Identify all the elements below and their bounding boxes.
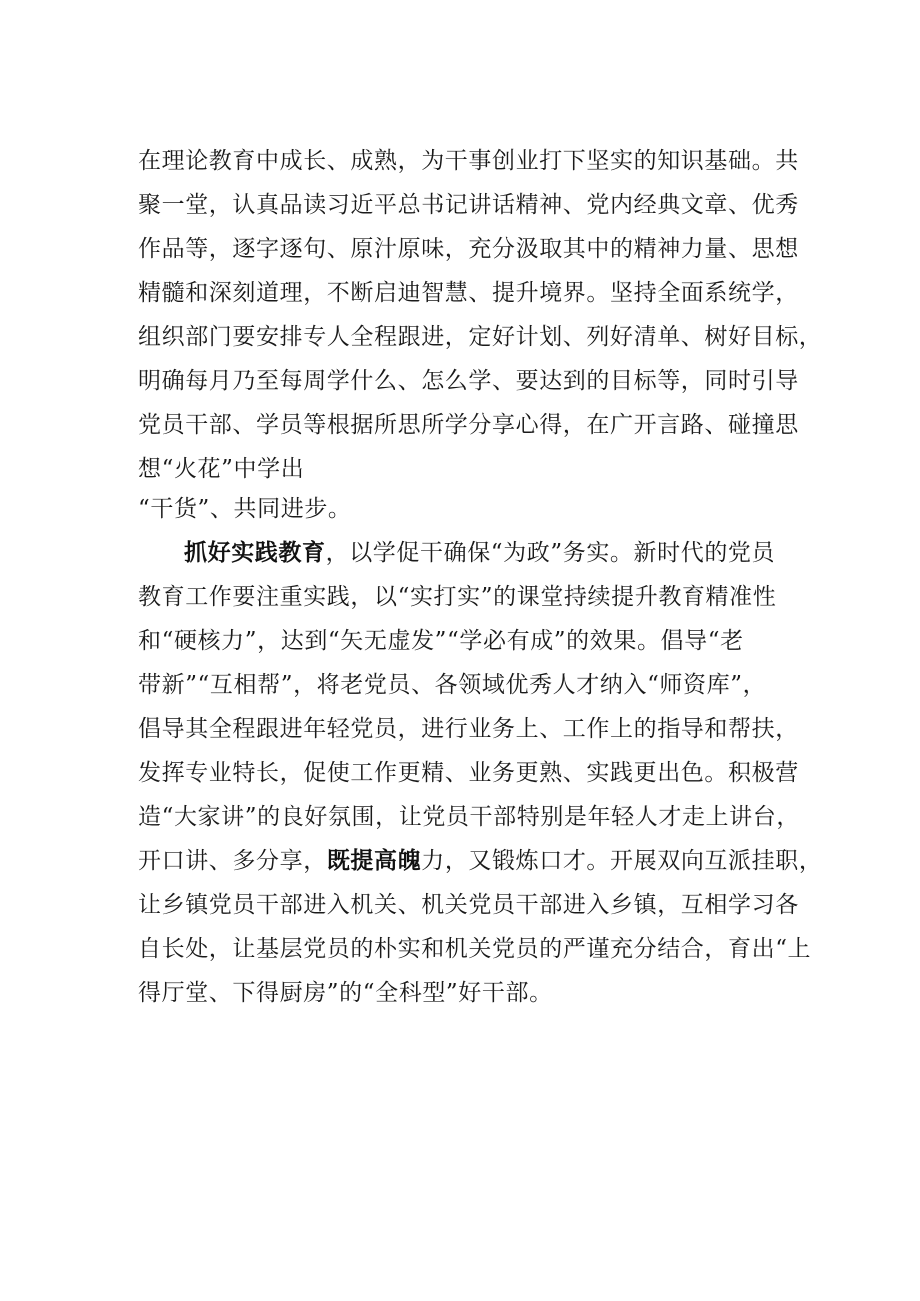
text-line-11: 教育工作要注重实践，以“实打实”的课堂持续提升教育精准性	[138, 584, 777, 610]
text-line-2: 聚一堂，认真品读习近平总书记讲话精神、党内经典文章、优秀	[138, 192, 799, 218]
text-line-13: 带新”“互相帮”，将老党员、各领域优秀人才纳入“师资库”，	[138, 672, 767, 698]
paragraph-heading: 抓好实践教育	[184, 540, 326, 566]
text-line-12: 和“硬核力”，达到“矢无虚发”“学必有成”的效果。倡导“老	[138, 628, 744, 654]
text-line-8: 想“火花”中学出	[138, 456, 305, 482]
text-line-6: 明确每月乃至每周学什么、怎么学、要达到的目标等，同时引导	[138, 368, 799, 394]
text-line-7: 党员干部、学员等根据所思所学分享心得，在广开言路、碰撞思	[138, 412, 799, 438]
text-line-18: 让乡镇党员干部进入机关、机关党员干部进入乡镇，互相学习各	[138, 892, 799, 918]
paragraph-heading-rest: ，以学促干确保“为政”务实。新时代的党员	[325, 540, 776, 566]
text-line-17	[138, 841, 823, 881]
text-line-9: “干货”、共同进步。	[138, 496, 352, 522]
text-segment: 开口讲、多分享，	[138, 848, 327, 874]
text-line-1: 在理论教育中成长、成熟，为干事创业打下坚实的知识基础。共	[138, 148, 799, 174]
text-line-4: 精髓和深刻道理，不断启迪智慧、提升境界。坚持全面系统学，	[138, 280, 799, 306]
text-line-5: 组织部门要安排专人全程跟进，定好计划、列好清单、树好目标，	[138, 324, 823, 350]
text-segment: 力，又锻炼口才。开展双向互派挂职，	[421, 848, 823, 874]
paragraph-2-first-line	[184, 533, 798, 573]
text-line-20: 得厅堂、下得厨房”的“全科型”好干部。	[138, 980, 553, 1006]
text-line-16: 造“大家讲”的良好氛围，让党员干部特别是年轻人才走上讲台，	[138, 804, 800, 830]
bold-phrase: 既提高魄	[326, 848, 422, 874]
text-line-19: 自长处，让基层党员的朴实和机关党员的严谨充分结合，育出“上	[138, 936, 812, 962]
text-line-3: 作品等，逐字逐句、原汁原味，充分汲取其中的精神力量、思想	[138, 236, 799, 262]
text-line-14: 倡导其全程跟进年轻党员，进行业务上、工作上的指导和帮扶，	[138, 716, 799, 742]
text-line-15: 发挥专业特长，促使工作更精、业务更熟、实践更出色。积极营	[138, 760, 799, 786]
